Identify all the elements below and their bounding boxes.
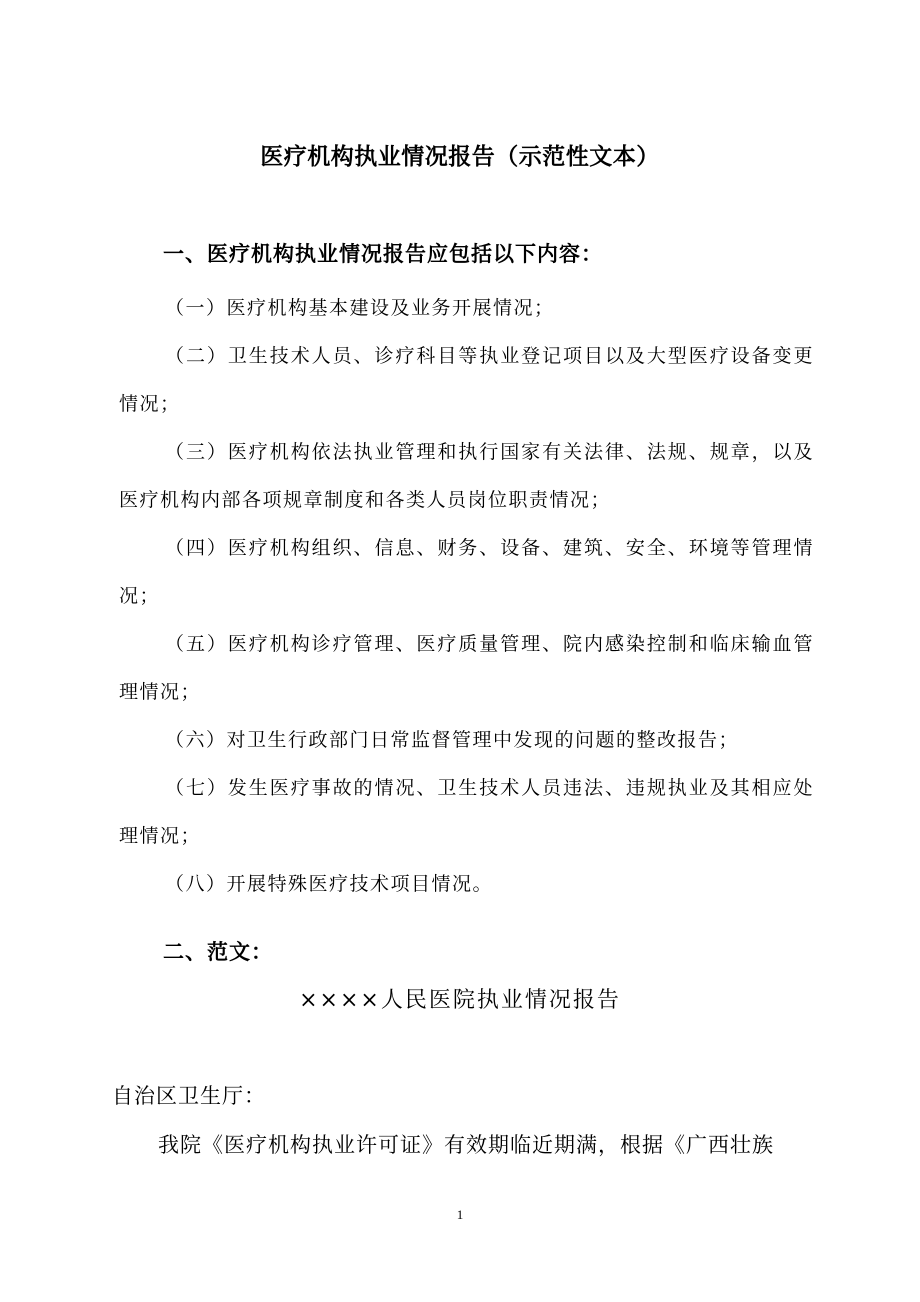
section-1-heading: 一、医疗机构执业情况报告应包括以下内容： <box>163 242 603 266</box>
list-item: （六）对卫生行政部门日常监督管理中发现的问题的整改报告； <box>165 729 740 751</box>
page-number: 1 <box>456 1207 464 1222</box>
section-2-heading: 二、范文： <box>163 940 273 964</box>
document-title: 医疗机构执业情况报告（示范性文本） <box>260 144 660 170</box>
list-item: （四）医疗机构组织、信息、财务、设备、建筑、安全、环境等管理情况； <box>119 537 814 607</box>
sample-report-title: ××××人民医院执业情况报告 <box>299 988 621 1013</box>
list-item: （二）卫生技术人员、诊疗科目等执业登记项目以及大型医疗设备变更情况； <box>119 345 814 415</box>
list-item: （八）开展特殊医疗技术项目情况。 <box>165 873 494 895</box>
list-item: （五）医疗机构诊疗管理、医疗质量管理、院内感染控制和临床输血管理情况； <box>119 633 814 703</box>
addressee: 自治区卫生厅： <box>112 1084 266 1108</box>
section-1-item-list <box>119 284 814 908</box>
list-item: （一）医疗机构基本建设及业务开展情况； <box>165 297 555 319</box>
list-item: （三）医疗机构依法执业管理和执行国家有关法律、法规、规章，以及医疗机构内部各项规章制度和各类人员岗位职责情况； <box>119 441 814 511</box>
body-paragraph: 我院《医疗机构执业许可证》有效期临近期满，根据《广西壮族 <box>158 1133 774 1157</box>
list-item: （七）发生医疗事故的情况、卫生技术人员违法、违规执业及其相应处理情况； <box>119 777 814 847</box>
